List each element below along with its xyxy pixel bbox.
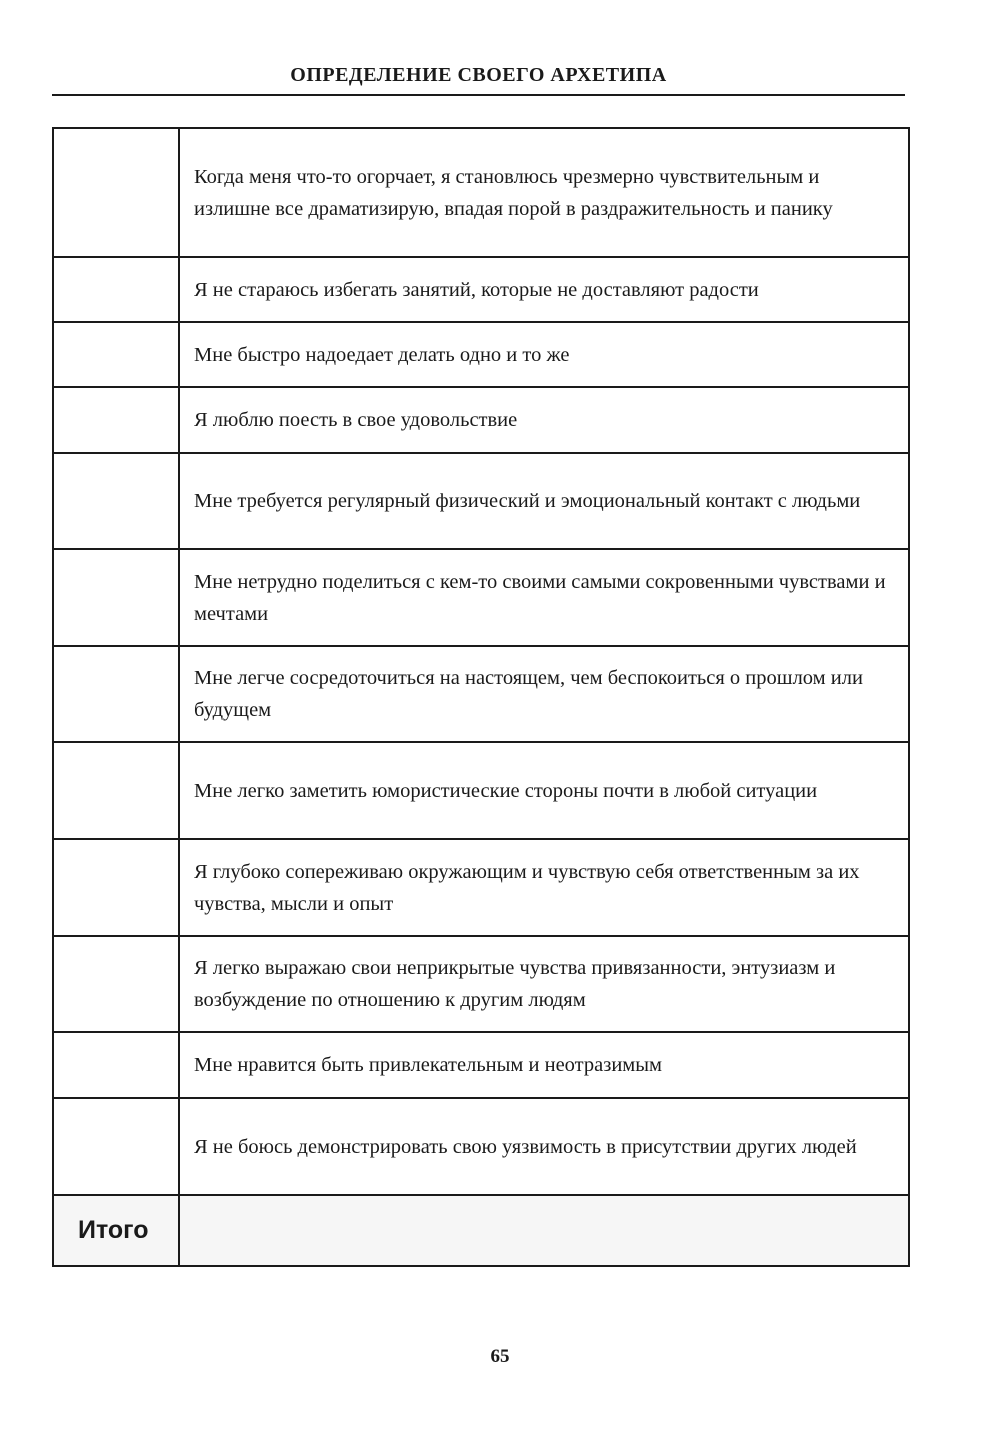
table-row <box>53 742 909 839</box>
statement-text: Мне нетрудно поделиться с кем-то своими самыми сокровенными чувствами и мечтами <box>194 570 886 625</box>
table-row <box>53 839 909 936</box>
page-header <box>52 58 905 96</box>
score-cell[interactable] <box>53 1032 179 1098</box>
table-row <box>53 322 909 387</box>
score-cell[interactable] <box>53 839 179 936</box>
score-cell[interactable] <box>53 742 179 839</box>
table-row <box>53 128 909 257</box>
page-title: ОПРЕДЕЛЕНИЕ СВОЕГО АРХЕТИПА <box>290 64 667 86</box>
statement-text: Мне нравится быть привлекательным и неотразимым <box>194 1054 663 1076</box>
statement-text: Мне быстро надоедает делать одно и то же <box>194 343 570 366</box>
statement-cell <box>179 322 909 387</box>
statement-text: Мне легко заметить юмористические стороны почти в любой ситуации <box>194 779 818 802</box>
statement-cell <box>179 742 909 839</box>
table-row <box>53 257 909 322</box>
score-cell[interactable] <box>53 549 179 646</box>
total-label: Итого <box>78 1216 149 1244</box>
score-cell[interactable] <box>53 1098 179 1195</box>
statement-text: Я легко выражаю свои неприкрытые чувства привязанности, энтузиазм и возбуждение по отношению к другим людям <box>194 957 836 1011</box>
statement-text: Мне требуется регулярный физический и эмоциональный контакт с людьми <box>194 490 861 512</box>
score-cell[interactable] <box>53 936 179 1032</box>
table-row <box>53 1098 909 1195</box>
table-row <box>53 936 909 1032</box>
statement-cell <box>179 453 909 549</box>
score-cell[interactable] <box>53 322 179 387</box>
score-cell[interactable] <box>53 387 179 453</box>
statement-cell <box>179 1098 909 1195</box>
statement-cell <box>179 1032 909 1098</box>
page-number: 65 <box>490 1346 510 1367</box>
total-row <box>53 1195 909 1266</box>
table-row <box>53 1032 909 1098</box>
statement-cell <box>179 936 909 1032</box>
score-cell[interactable] <box>53 646 179 742</box>
total-value-cell[interactable] <box>179 1195 909 1266</box>
statement-cell <box>179 128 909 257</box>
statement-text: Когда меня что-то огорчает, я становлюсь чрезмерно чувствительным и излишне все драматизирую, впадая порой в раздражительность и панику <box>194 165 833 220</box>
statement-text: Я глубоко сопереживаю окружающим и чувствую себя ответственным за их чувства, мысли и опыт <box>194 860 860 915</box>
score-cell[interactable] <box>53 453 179 549</box>
statement-cell <box>179 646 909 742</box>
statement-cell <box>179 549 909 646</box>
statement-cell <box>179 839 909 936</box>
statement-text: Я не боюсь демонстрировать свою уязвимость в присутствии других людей <box>194 1135 857 1158</box>
statement-text: Мне легче сосредоточиться на настоящем, чем беспокоиться о прошлом или будущем <box>194 667 863 721</box>
statement-cell <box>179 387 909 453</box>
archetype-checklist-table <box>52 127 910 1267</box>
table-row <box>53 549 909 646</box>
statement-text: Я люблю поесть в свое удовольствие <box>194 409 518 431</box>
score-cell[interactable] <box>53 257 179 322</box>
score-cell[interactable] <box>53 128 179 257</box>
table-row <box>53 387 909 453</box>
statement-text: Я не стараюсь избегать занятий, которые не доставляют радости <box>194 278 759 301</box>
statement-cell <box>179 257 909 322</box>
total-label-cell <box>53 1195 179 1266</box>
table-row <box>53 646 909 742</box>
table-row <box>53 453 909 549</box>
